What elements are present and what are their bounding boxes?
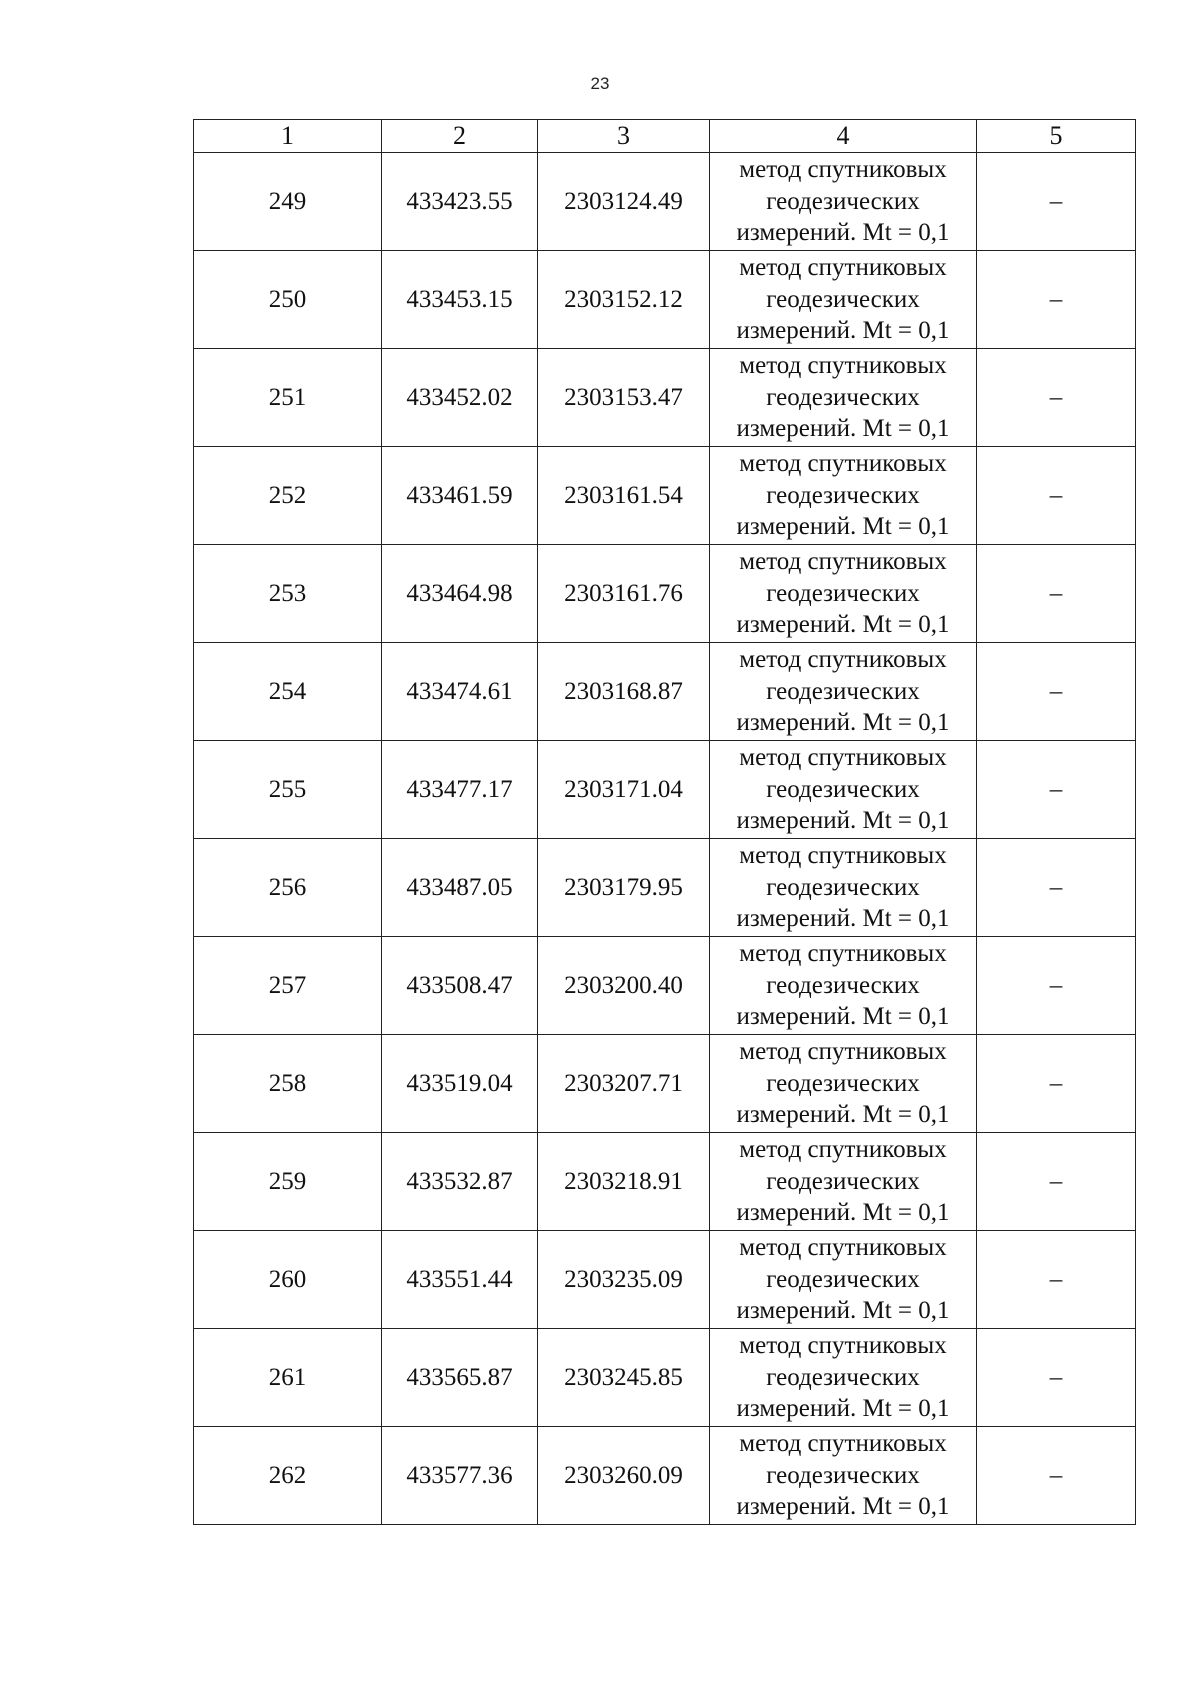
point-number-cell: 250: [194, 251, 382, 349]
method-cell: [710, 349, 977, 447]
method-text-line: метод спутниковых: [739, 352, 947, 380]
method-text-line: геодезических: [766, 775, 920, 803]
y-coordinate-cell: 2303161.76: [538, 545, 710, 643]
point-number-cell: 261: [194, 1329, 382, 1427]
table-row: [194, 1329, 1136, 1427]
note-cell: –: [977, 1231, 1136, 1329]
y-coordinate-cell: 2303245.85: [538, 1329, 710, 1427]
y-coordinate-cell: 2303152.12: [538, 251, 710, 349]
note-cell: –: [977, 937, 1136, 1035]
table-row: [194, 937, 1136, 1035]
table-row: [194, 447, 1136, 545]
note-cell: –: [977, 1329, 1136, 1427]
x-coordinate-cell: 433519.04: [382, 1035, 538, 1133]
method-text-line: метод спутниковых: [739, 1038, 947, 1066]
method-text-line: метод спутниковых: [739, 842, 947, 870]
method-cell: [710, 937, 977, 1035]
point-number-cell: 249: [194, 153, 382, 251]
point-number-cell: 262: [194, 1427, 382, 1525]
y-coordinate-cell: 2303179.95: [538, 839, 710, 937]
note-cell: –: [977, 643, 1136, 741]
method-text-line: измерений. Mt = 0,1: [736, 219, 950, 247]
method-text-line: геодезических: [766, 579, 920, 607]
method-text-line: метод спутниковых: [739, 940, 947, 968]
method-cell: [710, 545, 977, 643]
x-coordinate-cell: 433477.17: [382, 741, 538, 839]
coordinates-table: [193, 119, 1136, 1525]
table-row: [194, 251, 1136, 349]
method-cell: [710, 1133, 977, 1231]
method-text-line: измерений. Mt = 0,1: [736, 1493, 950, 1521]
header-col-1: 1: [194, 120, 382, 153]
method-text-line: метод спутниковых: [739, 1136, 947, 1164]
table-body: [194, 153, 1136, 1525]
method-text-line: измерений. Mt = 0,1: [736, 807, 950, 835]
point-number-cell: 253: [194, 545, 382, 643]
table-row: [194, 153, 1136, 251]
point-number-cell: 255: [194, 741, 382, 839]
page-number: 23: [590, 74, 610, 93]
method-cell: [710, 1035, 977, 1133]
table-row: [194, 1231, 1136, 1329]
method-cell: [710, 447, 977, 545]
method-text-line: измерений. Mt = 0,1: [736, 1003, 950, 1031]
y-coordinate-cell: 2303235.09: [538, 1231, 710, 1329]
y-coordinate-cell: 2303124.49: [538, 153, 710, 251]
method-text-line: геодезических: [766, 1363, 920, 1391]
method-text-line: геодезических: [766, 873, 920, 901]
point-number-cell: 260: [194, 1231, 382, 1329]
x-coordinate-cell: 433532.87: [382, 1133, 538, 1231]
method-text-line: измерений. Mt = 0,1: [736, 1297, 950, 1325]
method-text-line: измерений. Mt = 0,1: [736, 1199, 950, 1227]
x-coordinate-cell: 433487.05: [382, 839, 538, 937]
method-cell: [710, 1427, 977, 1525]
method-text-line: метод спутниковых: [739, 548, 947, 576]
y-coordinate-cell: 2303260.09: [538, 1427, 710, 1525]
y-coordinate-cell: 2303153.47: [538, 349, 710, 447]
x-coordinate-cell: 433474.61: [382, 643, 538, 741]
method-cell: [710, 839, 977, 937]
table-row: [194, 643, 1136, 741]
method-cell: [710, 1329, 977, 1427]
y-coordinate-cell: 2303171.04: [538, 741, 710, 839]
table-row: [194, 1133, 1136, 1231]
method-text-line: метод спутниковых: [739, 156, 947, 184]
method-text-line: геодезических: [766, 481, 920, 509]
table-row: [194, 741, 1136, 839]
point-number-cell: 251: [194, 349, 382, 447]
method-text-line: метод спутниковых: [739, 1234, 947, 1262]
header-col-4: 4: [710, 120, 977, 153]
method-text-line: геодезических: [766, 1069, 920, 1097]
method-cell: [710, 1231, 977, 1329]
table-row: [194, 545, 1136, 643]
note-cell: –: [977, 251, 1136, 349]
header-col-3: 3: [538, 120, 710, 153]
table-header: [194, 120, 1136, 153]
method-text-line: геодезических: [766, 677, 920, 705]
method-text-line: измерений. Mt = 0,1: [736, 317, 950, 345]
note-cell: –: [977, 1427, 1136, 1525]
header-row: [194, 120, 1136, 153]
table-row: [194, 349, 1136, 447]
x-coordinate-cell: 433461.59: [382, 447, 538, 545]
note-cell: –: [977, 741, 1136, 839]
point-number-cell: 256: [194, 839, 382, 937]
method-text-line: измерений. Mt = 0,1: [736, 905, 950, 933]
note-cell: –: [977, 153, 1136, 251]
method-text-line: геодезических: [766, 383, 920, 411]
y-coordinate-cell: 2303200.40: [538, 937, 710, 1035]
method-text-line: измерений. Mt = 0,1: [736, 1395, 950, 1423]
x-coordinate-cell: 433565.87: [382, 1329, 538, 1427]
note-cell: –: [977, 839, 1136, 937]
header-col-2: 2: [382, 120, 538, 153]
method-text-line: геодезических: [766, 187, 920, 215]
y-coordinate-cell: 2303207.71: [538, 1035, 710, 1133]
x-coordinate-cell: 433452.02: [382, 349, 538, 447]
y-coordinate-cell: 2303218.91: [538, 1133, 710, 1231]
y-coordinate-cell: 2303168.87: [538, 643, 710, 741]
note-cell: –: [977, 545, 1136, 643]
method-text-line: измерений. Mt = 0,1: [736, 709, 950, 737]
x-coordinate-cell: 433551.44: [382, 1231, 538, 1329]
method-text-line: геодезических: [766, 1265, 920, 1293]
note-cell: –: [977, 349, 1136, 447]
method-text-line: геодезических: [766, 285, 920, 313]
method-cell: [710, 643, 977, 741]
point-number-cell: 254: [194, 643, 382, 741]
method-text-line: геодезических: [766, 1461, 920, 1489]
method-text-line: метод спутниковых: [739, 1430, 947, 1458]
x-coordinate-cell: 433453.15: [382, 251, 538, 349]
method-text-line: метод спутниковых: [739, 646, 947, 674]
table-row: [194, 1427, 1136, 1525]
point-number-cell: 259: [194, 1133, 382, 1231]
point-number-cell: 258: [194, 1035, 382, 1133]
method-text-line: метод спутниковых: [739, 450, 947, 478]
x-coordinate-cell: 433577.36: [382, 1427, 538, 1525]
method-text-line: метод спутниковых: [739, 744, 947, 772]
point-number-cell: 257: [194, 937, 382, 1035]
method-cell: [710, 741, 977, 839]
method-text-line: измерений. Mt = 0,1: [736, 415, 950, 443]
method-cell: [710, 153, 977, 251]
point-number-cell: 252: [194, 447, 382, 545]
method-text-line: геодезических: [766, 1167, 920, 1195]
table-row: [194, 1035, 1136, 1133]
y-coordinate-cell: 2303161.54: [538, 447, 710, 545]
method-text-line: измерений. Mt = 0,1: [736, 611, 950, 639]
header-col-5: 5: [977, 120, 1136, 153]
method-text-line: измерений. Mt = 0,1: [736, 1101, 950, 1129]
x-coordinate-cell: 433423.55: [382, 153, 538, 251]
note-cell: –: [977, 1035, 1136, 1133]
method-text-line: измерений. Mt = 0,1: [736, 513, 950, 541]
method-cell: [710, 251, 977, 349]
method-text-line: геодезических: [766, 971, 920, 999]
note-cell: –: [977, 447, 1136, 545]
table-row: [194, 839, 1136, 937]
x-coordinate-cell: 433508.47: [382, 937, 538, 1035]
note-cell: –: [977, 1133, 1136, 1231]
method-text-line: метод спутниковых: [739, 254, 947, 282]
x-coordinate-cell: 433464.98: [382, 545, 538, 643]
method-text-line: метод спутниковых: [739, 1332, 947, 1360]
